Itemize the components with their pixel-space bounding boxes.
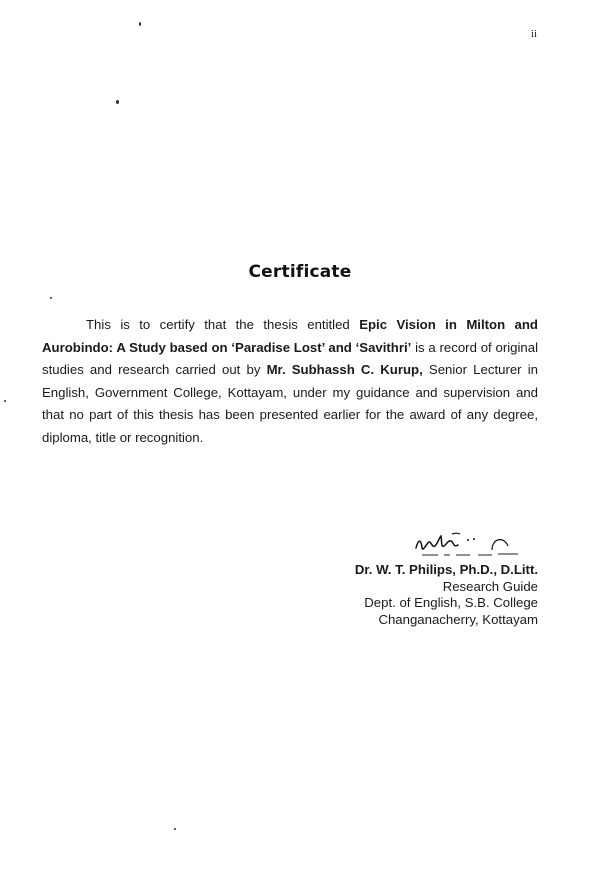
body-middle: is a record of original studies and research carried out by bbox=[42, 339, 538, 378]
handwritten-signature bbox=[408, 528, 532, 562]
signatory-name: Dr. W. T. Philips, Ph.D., D.Litt. bbox=[354, 562, 538, 577]
certificate-body bbox=[42, 314, 538, 450]
candidate-name: Mr. Subhassh C. Kurup, bbox=[266, 362, 423, 378]
scan-speck bbox=[4, 400, 6, 402]
page-number: ii bbox=[531, 28, 538, 40]
signature-block bbox=[300, 528, 538, 628]
signatory-location: Changanacherry, Kottayam bbox=[378, 611, 538, 627]
scan-speck bbox=[139, 22, 141, 26]
body-intro: This is to certify that the thesis entitled bbox=[86, 317, 360, 332]
scan-speck bbox=[116, 100, 119, 104]
signatory-role: Research Guide bbox=[442, 578, 538, 594]
scan-speck bbox=[174, 828, 176, 830]
body-rest: Senior Lecturer in English, Government College, Kottayam, under my guidance and supervision and that no part of this thesis has been presented earlier for the award of any degree, diploma, title or recognition. bbox=[42, 362, 538, 445]
thesis-title: Epic Vision in Milton and Aurobindo: A Study based on ‘Paradise Lost’ and ‘Savithri’ bbox=[42, 317, 538, 355]
scan-speck bbox=[50, 297, 52, 299]
signatory-department: Dept. of English, S.B. College bbox=[364, 595, 538, 610]
certificate-title: Certificate bbox=[248, 262, 352, 282]
